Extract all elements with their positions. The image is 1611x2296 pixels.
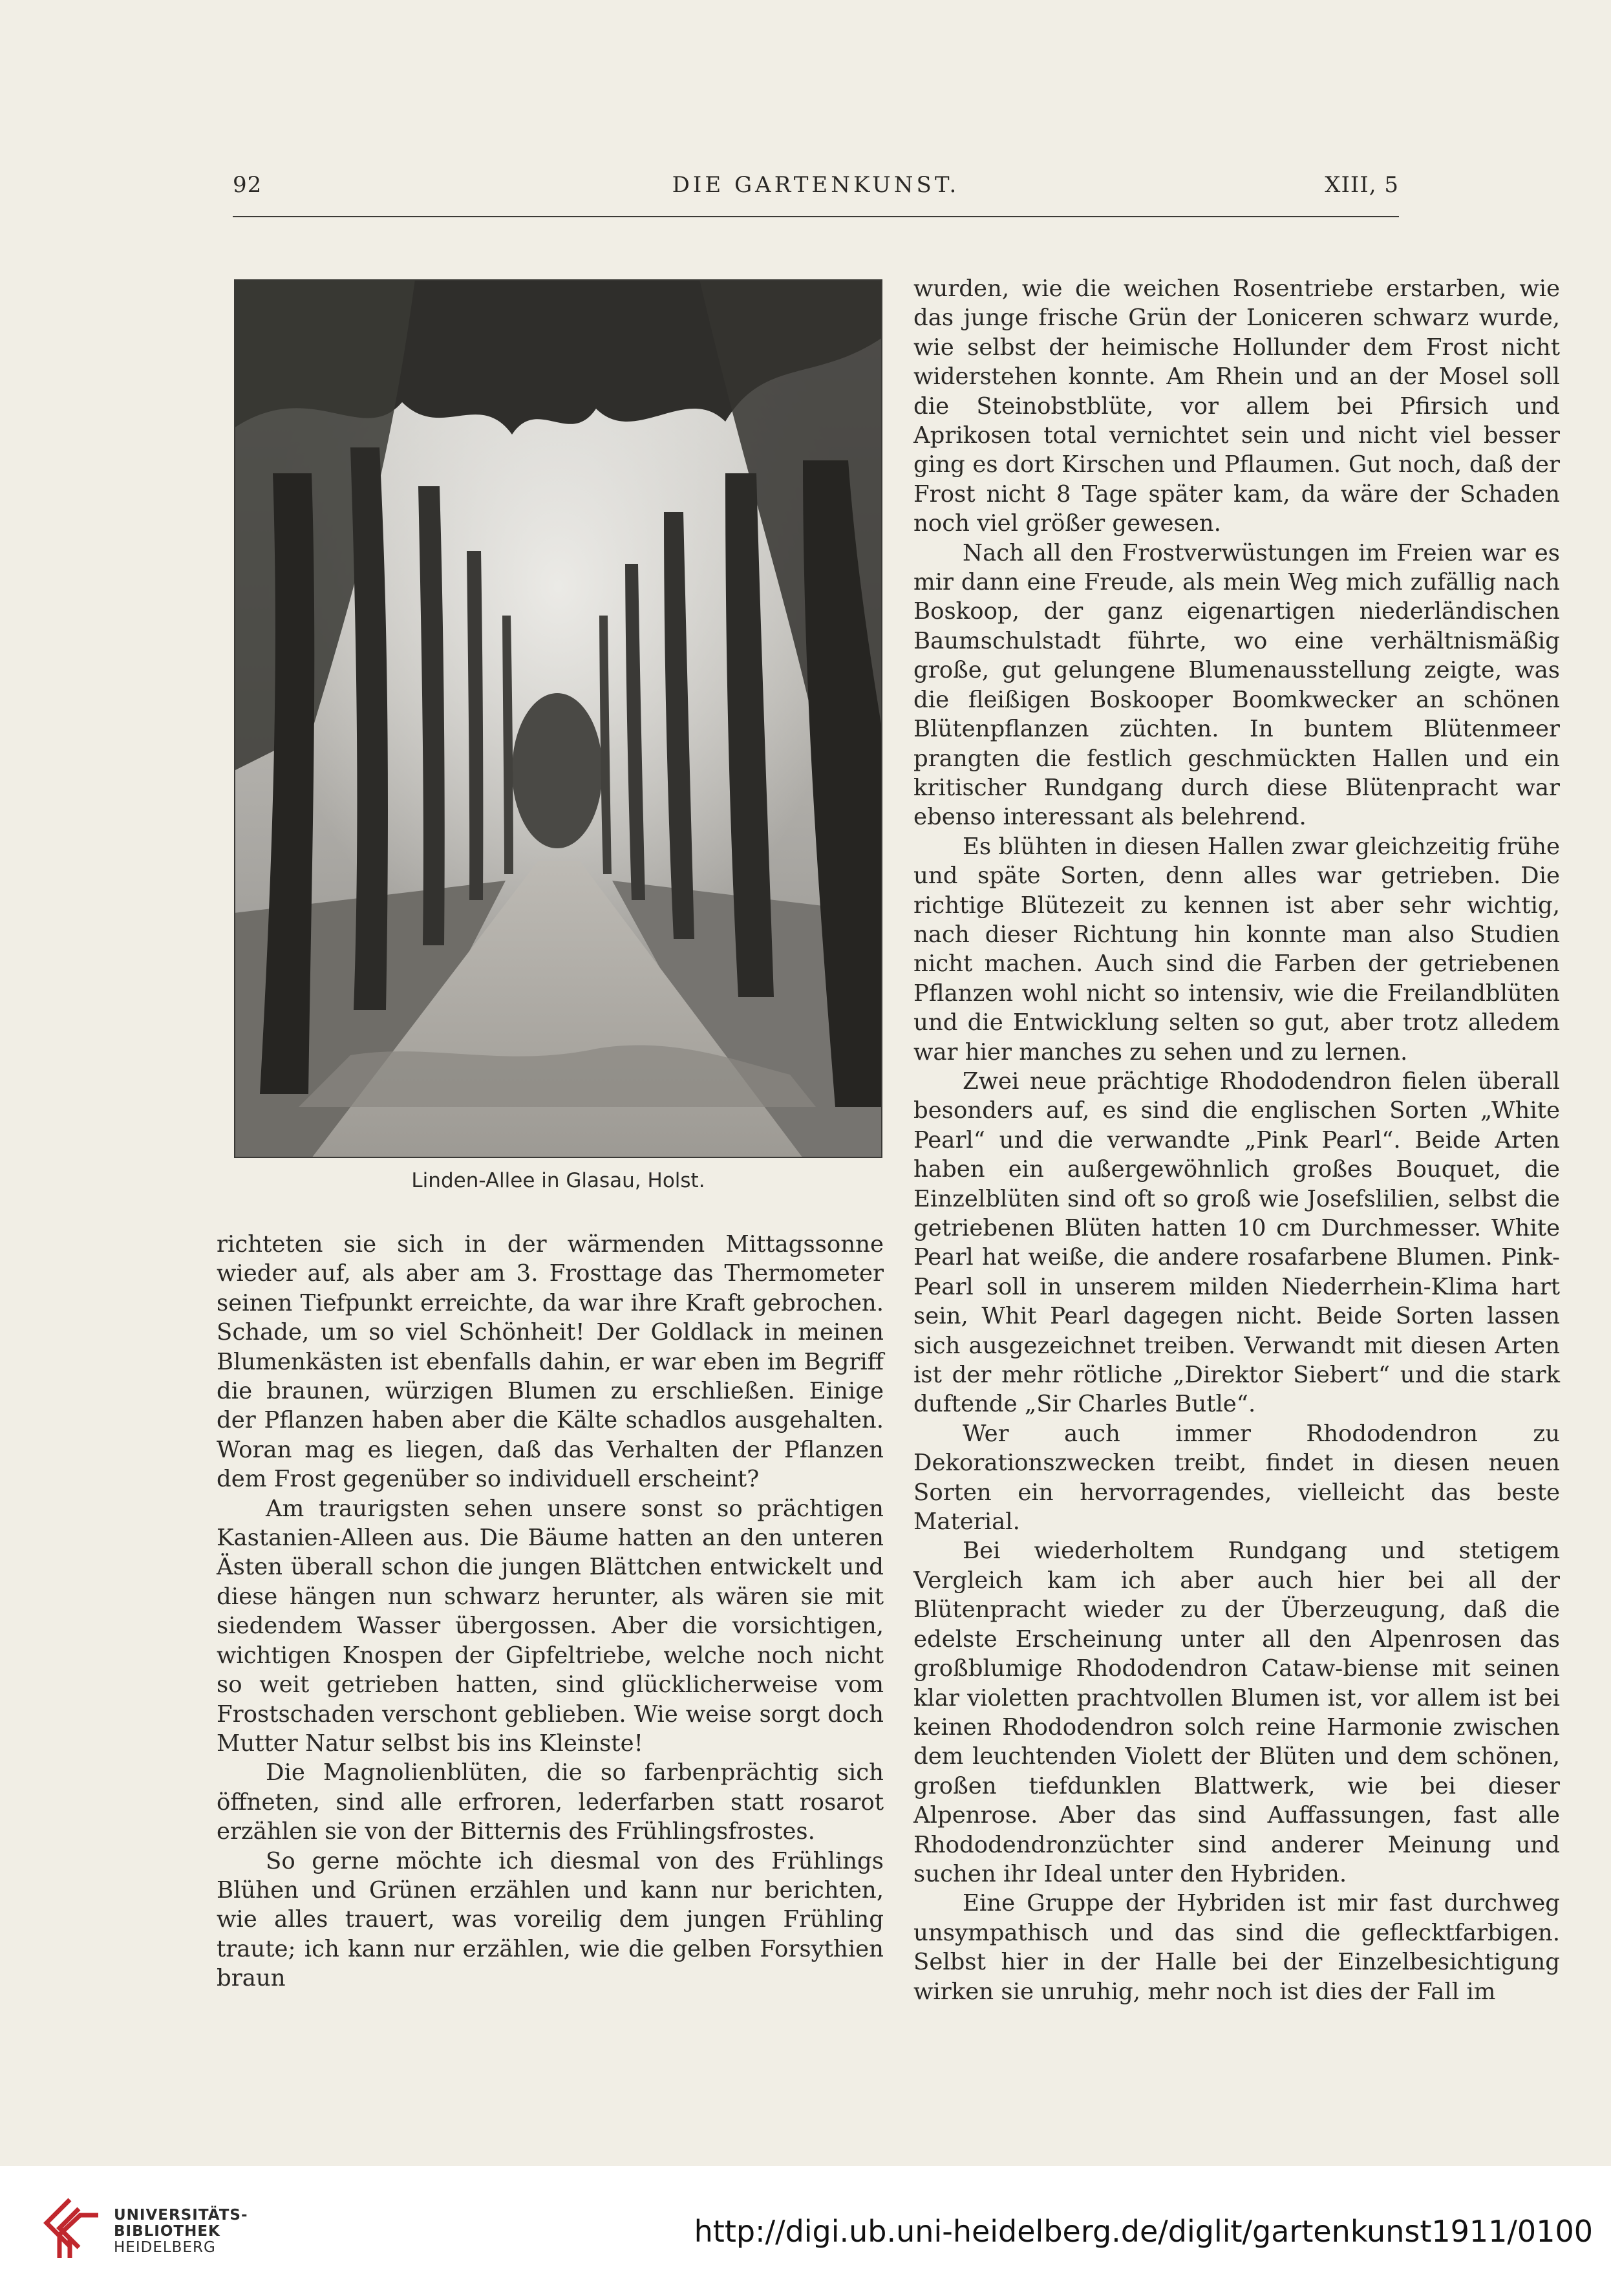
page-number: 92 bbox=[233, 172, 262, 198]
left-paragraph-2: Am traurigsten sehen unsere sonst so prächtigen Kastanien-Alleen aus. Die Bäume hatten an den unteren Ästen überall schon die jungen Blättchen entwickelt und diese hängen nun schwarz herunter, als wären sie mit siedendem Wasser übergossen. Aber die vorsichtigen, wichtigen Knospen der Gipfeltriebe, welche noch nicht so weit getrieben hatten, sind glücklicherweise vom Frostschaden verschont geblieben. Wie weise sorgt doch Mutter Natur selbst bis ins Kleinste! bbox=[217, 1495, 884, 1757]
volume-number: XIII, 5 bbox=[1325, 172, 1399, 198]
left-paragraph-4: So gerne möchte ich diesmal von des Frühlings Blühen und Grünen erzählen und kann nur berichten, wie alles trauert, was voreilig dem jungen Frühling traute; ich kann nur erzählen, wie die gelben Forsythien braun bbox=[217, 1847, 884, 1992]
figure-caption: Linden-Allee in Glasau, Holst. bbox=[411, 1169, 705, 1192]
source-url-link[interactable]: http://digi.ub.uni-heidelberg.de/diglit/gartenkunst1911/0100 bbox=[694, 2214, 1593, 2249]
avenue-photograph bbox=[234, 279, 882, 1158]
right-paragraph-5: Wer auch immer Rhododendron zu Dekorationszwecken treibt, findet in diesen neuen Sorten ein hervorragendes, vielleicht das beste Material. bbox=[913, 1420, 1560, 1536]
library-logo-icon bbox=[40, 2196, 102, 2263]
right-paragraph-1: wurden, wie die weichen Rosentriebe erstarben, wie das junge frische Grün der Loniceren schwarz wurde, wie selbst der heimische Hollunder dem Frost nicht widerstehen konnte. Am Rhein und an der Mosel soll die Steinobstblüte, vor allem bei Pfirsich und Aprikosen total vernichtet sein und nicht viel besser ging es dort Kirschen und Pflaumen. Gut noch, daß der Frost nicht 8 Tage später kam, da wäre der Schaden noch viel größer gewesen. bbox=[913, 275, 1560, 537]
right-paragraph-6: Bei wiederholtem Rundgang und stetigem Vergleich kam ich aber auch hier bei all der Blütenpracht wieder zu der Überzeugung, daß die edelste Erscheinung unter all den Alpenrosen das großblumige Rhododendron Cataw-biense mit seinen klar violetten prachtvollen Blumen ist, vor allem ist bei keinen Rhododendron solch reine Harmonie zwischen dem leuchtenden Violett der Blüten und dem schönen, großen tiefdunklen Blattwerk, wie bei dieser Alpenrose. Aber das sind Auffassungen, fast alle Rhododendronzüchter sind anderer Meinung und suchen ihr Ideal unter den Hybriden. bbox=[913, 1538, 1560, 1887]
digitization-footer bbox=[0, 2166, 1611, 2296]
right-paragraph-3: Es blühten in diesen Hallen zwar gleichzeitig frühe und späte Sorten, denn alles war getrieben. Die richtige Blütezeit zu kennen ist aber sehr wichtig, nach dieser Richtung hin konnte man also Studien nicht machen. Auch sind die Farben der getriebenen Pflanzen wohl nicht so intensiv, wie die Freilandblüten und die Entwicklung selten so gut, aber trotz alledem war hier manches zu sehen und zu lernen. bbox=[913, 833, 1560, 1066]
running-header bbox=[233, 172, 1399, 211]
right-paragraph-7: Eine Gruppe der Hybriden ist mir fast durchweg unsympathisch und das sind die geflecktfarbigen. Selbst hier in der Halle bei der Einzelbesichtigung wirken sie unruhig, mehr noch ist dies der Fall im bbox=[913, 1890, 1560, 2005]
right-paragraph-4: Zwei neue prächtige Rhododendron fielen überall besonders auf, es sind die englischen Sorten „White Pearl“ und die verwandte „Pink Pearl“. Beide Arten haben ein außergewöhnlich großes Bouquet, die Einzelblüten sind oft so groß wie Josefslilien, selbst die getriebenen Blüten hatten 10 cm Durchmesser. White Pearl hat weiße, die andere rosafarbene Blumen. Pink-Pearl soll in unserem milden Niederrhein-Klima hart sein, Whit Pearl dagegen nicht. Beide Sorten lassen sich ausgezeichnet treiben. Verwandt mit diesen Arten ist der mehr rötliche „Direktor Siebert“ und die stark duftende „Sir Charles Butle“. bbox=[913, 1068, 1560, 1418]
right-paragraph-2: Nach all den Frostverwüstungen im Freien war es mir dann eine Freude, als mein Weg mich zufällig nach Boskoop, der ganz eigenartigen niederländischen Baumschulstadt führte, wo eine verhältnismäßig große, gut gelungene Blumenausstellung zeigte, was die fleißigen Boskooper Boomkwecker an schönen Blütenpflanzen züchten. In buntem Blütenmeer prangten die festlich geschmückten Hallen und ein kritischer Rundgang durch diese Blütenpracht war ebenso interessant als belehrend. bbox=[913, 539, 1560, 831]
journal-title: DIE GARTENKUNST. bbox=[672, 172, 960, 198]
left-paragraph-3: Die Magnolienblüten, die so farbenprächtig sich öffneten, sind alle erfroren, lederfarben statt rosarot erzählen sie von der Bitternis des Frühlingsfrostes. bbox=[217, 1759, 884, 1845]
right-column-text bbox=[913, 274, 1560, 2006]
left-paragraph-1: richteten sie sich in der wärmenden Mittagssonne wieder auf, als aber am 3. Frosttage das Thermometer seinen Tiefpunkt erreichte, da war ihre Kraft gebrochen. Schade, um so viel Schönheit! Der Goldlack in meinen Blumenkästen ist ebenfalls dahin, er war eben im Begriff die braunen, würzigen Blumen zu erschließen. Einige der Pflanzen haben aber die Kälte schadlos ausgehalten. Woran mag es liegen, daß das Verhalten der Pflanzen dem Frost gegenüber so individuell erscheint? bbox=[217, 1231, 884, 1493]
library-name: UNIVERSITÄTS- BIBLIOTHEK HEIDELBERG bbox=[114, 2207, 248, 2256]
left-column-text bbox=[217, 1230, 884, 1993]
header-rule bbox=[233, 216, 1399, 217]
